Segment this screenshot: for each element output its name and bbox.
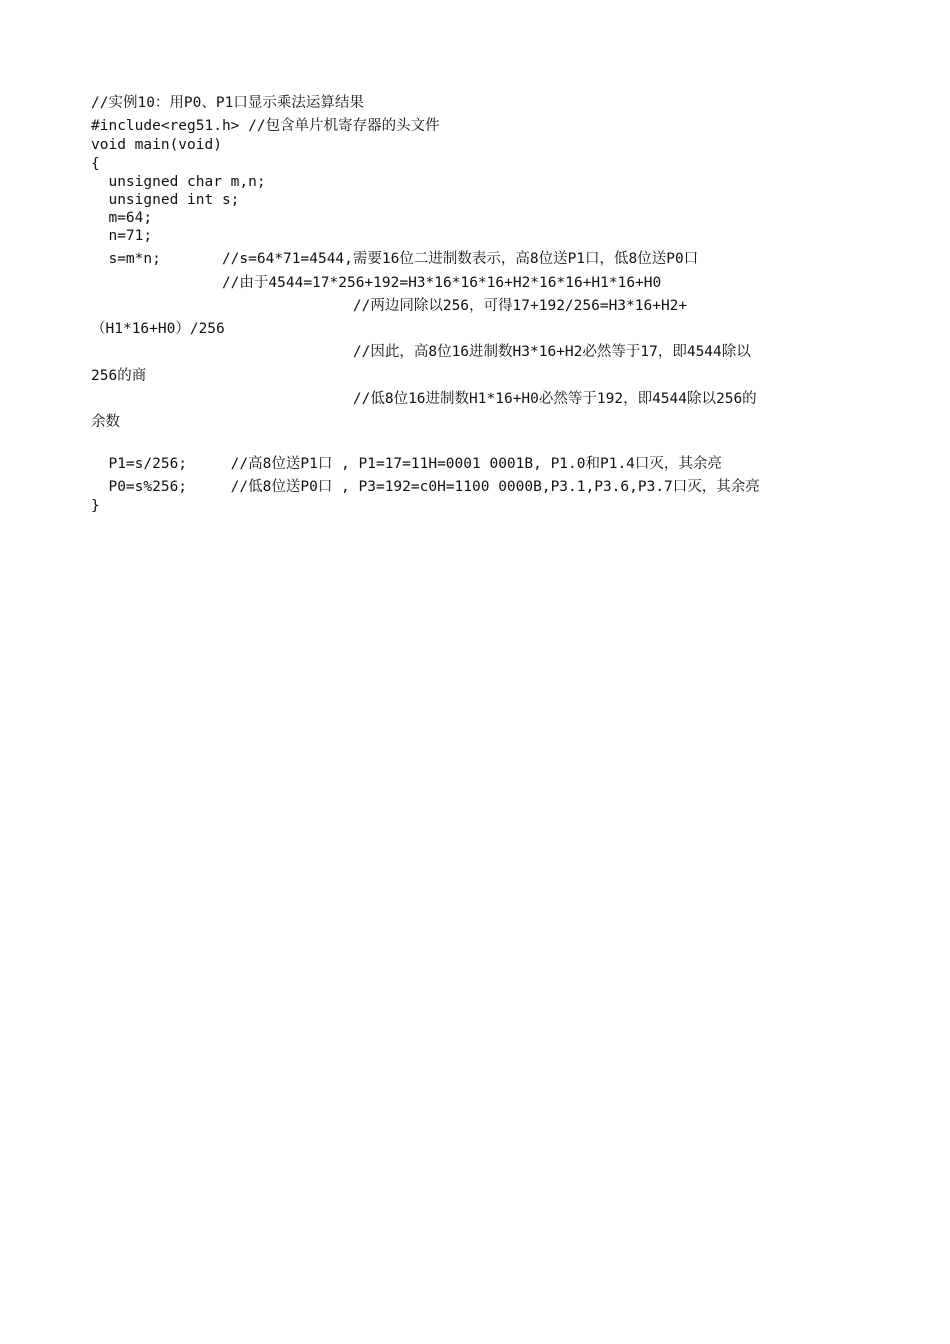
code-line-comment-4-wrap: 余数 xyxy=(91,414,120,430)
code-line-decl-char: unsigned char m,n; xyxy=(91,174,266,190)
code-line-multiply: s=m*n; //s=64*71=4544,需要16位二进制数表示，高8位送P1口，低8位送P0口 xyxy=(91,251,699,267)
code-line-decl-int: unsigned int s; xyxy=(91,192,240,208)
code-line-comment-2-wrap: （H1*16+H0）/256 xyxy=(91,321,225,337)
code-line-assign-n: n=71; xyxy=(91,228,153,244)
code-line-assign-m: m=64; xyxy=(91,210,153,226)
code-line-p1: P1=s/256; //高8位送P1口 , P1=17=11H=0001 0001B, P1.0和P1.4口灭，其余亮 xyxy=(91,456,722,472)
code-line-comment-2: //两边同除以256，可得17+192/256=H3*16+H2+ xyxy=(91,298,688,314)
code-line-comment-1: //由于4544=17*256+192=H3*16*16*16+H2*16*16+H1*16+H0 xyxy=(91,275,662,291)
code-line-include: #include<reg51.h> //包含单片机寄存器的头文件 xyxy=(91,118,440,134)
code-line-title: //实例10：用P0、P1口显示乘法运算结果 xyxy=(91,95,364,111)
code-line-comment-4: //低8位16进制数H1*16+H0必然等于192，即4544除以256的 xyxy=(91,391,757,407)
code-line-comment-3-wrap: 256的商 xyxy=(91,368,147,384)
code-line-close-brace: } xyxy=(91,498,100,514)
code-line-comment-3: //因此，高8位16进制数H3*16+H2必然等于17，即4544除以 xyxy=(91,344,751,360)
code-line-p0: P0=s%256; //低8位送P0口 , P3=192=c0H=1100 0000B,P3.1,P3.6,P3.7口灭，其余亮 xyxy=(91,479,760,495)
code-line-main: void main(void) xyxy=(91,137,222,153)
code-line-open-brace: { xyxy=(91,156,100,172)
